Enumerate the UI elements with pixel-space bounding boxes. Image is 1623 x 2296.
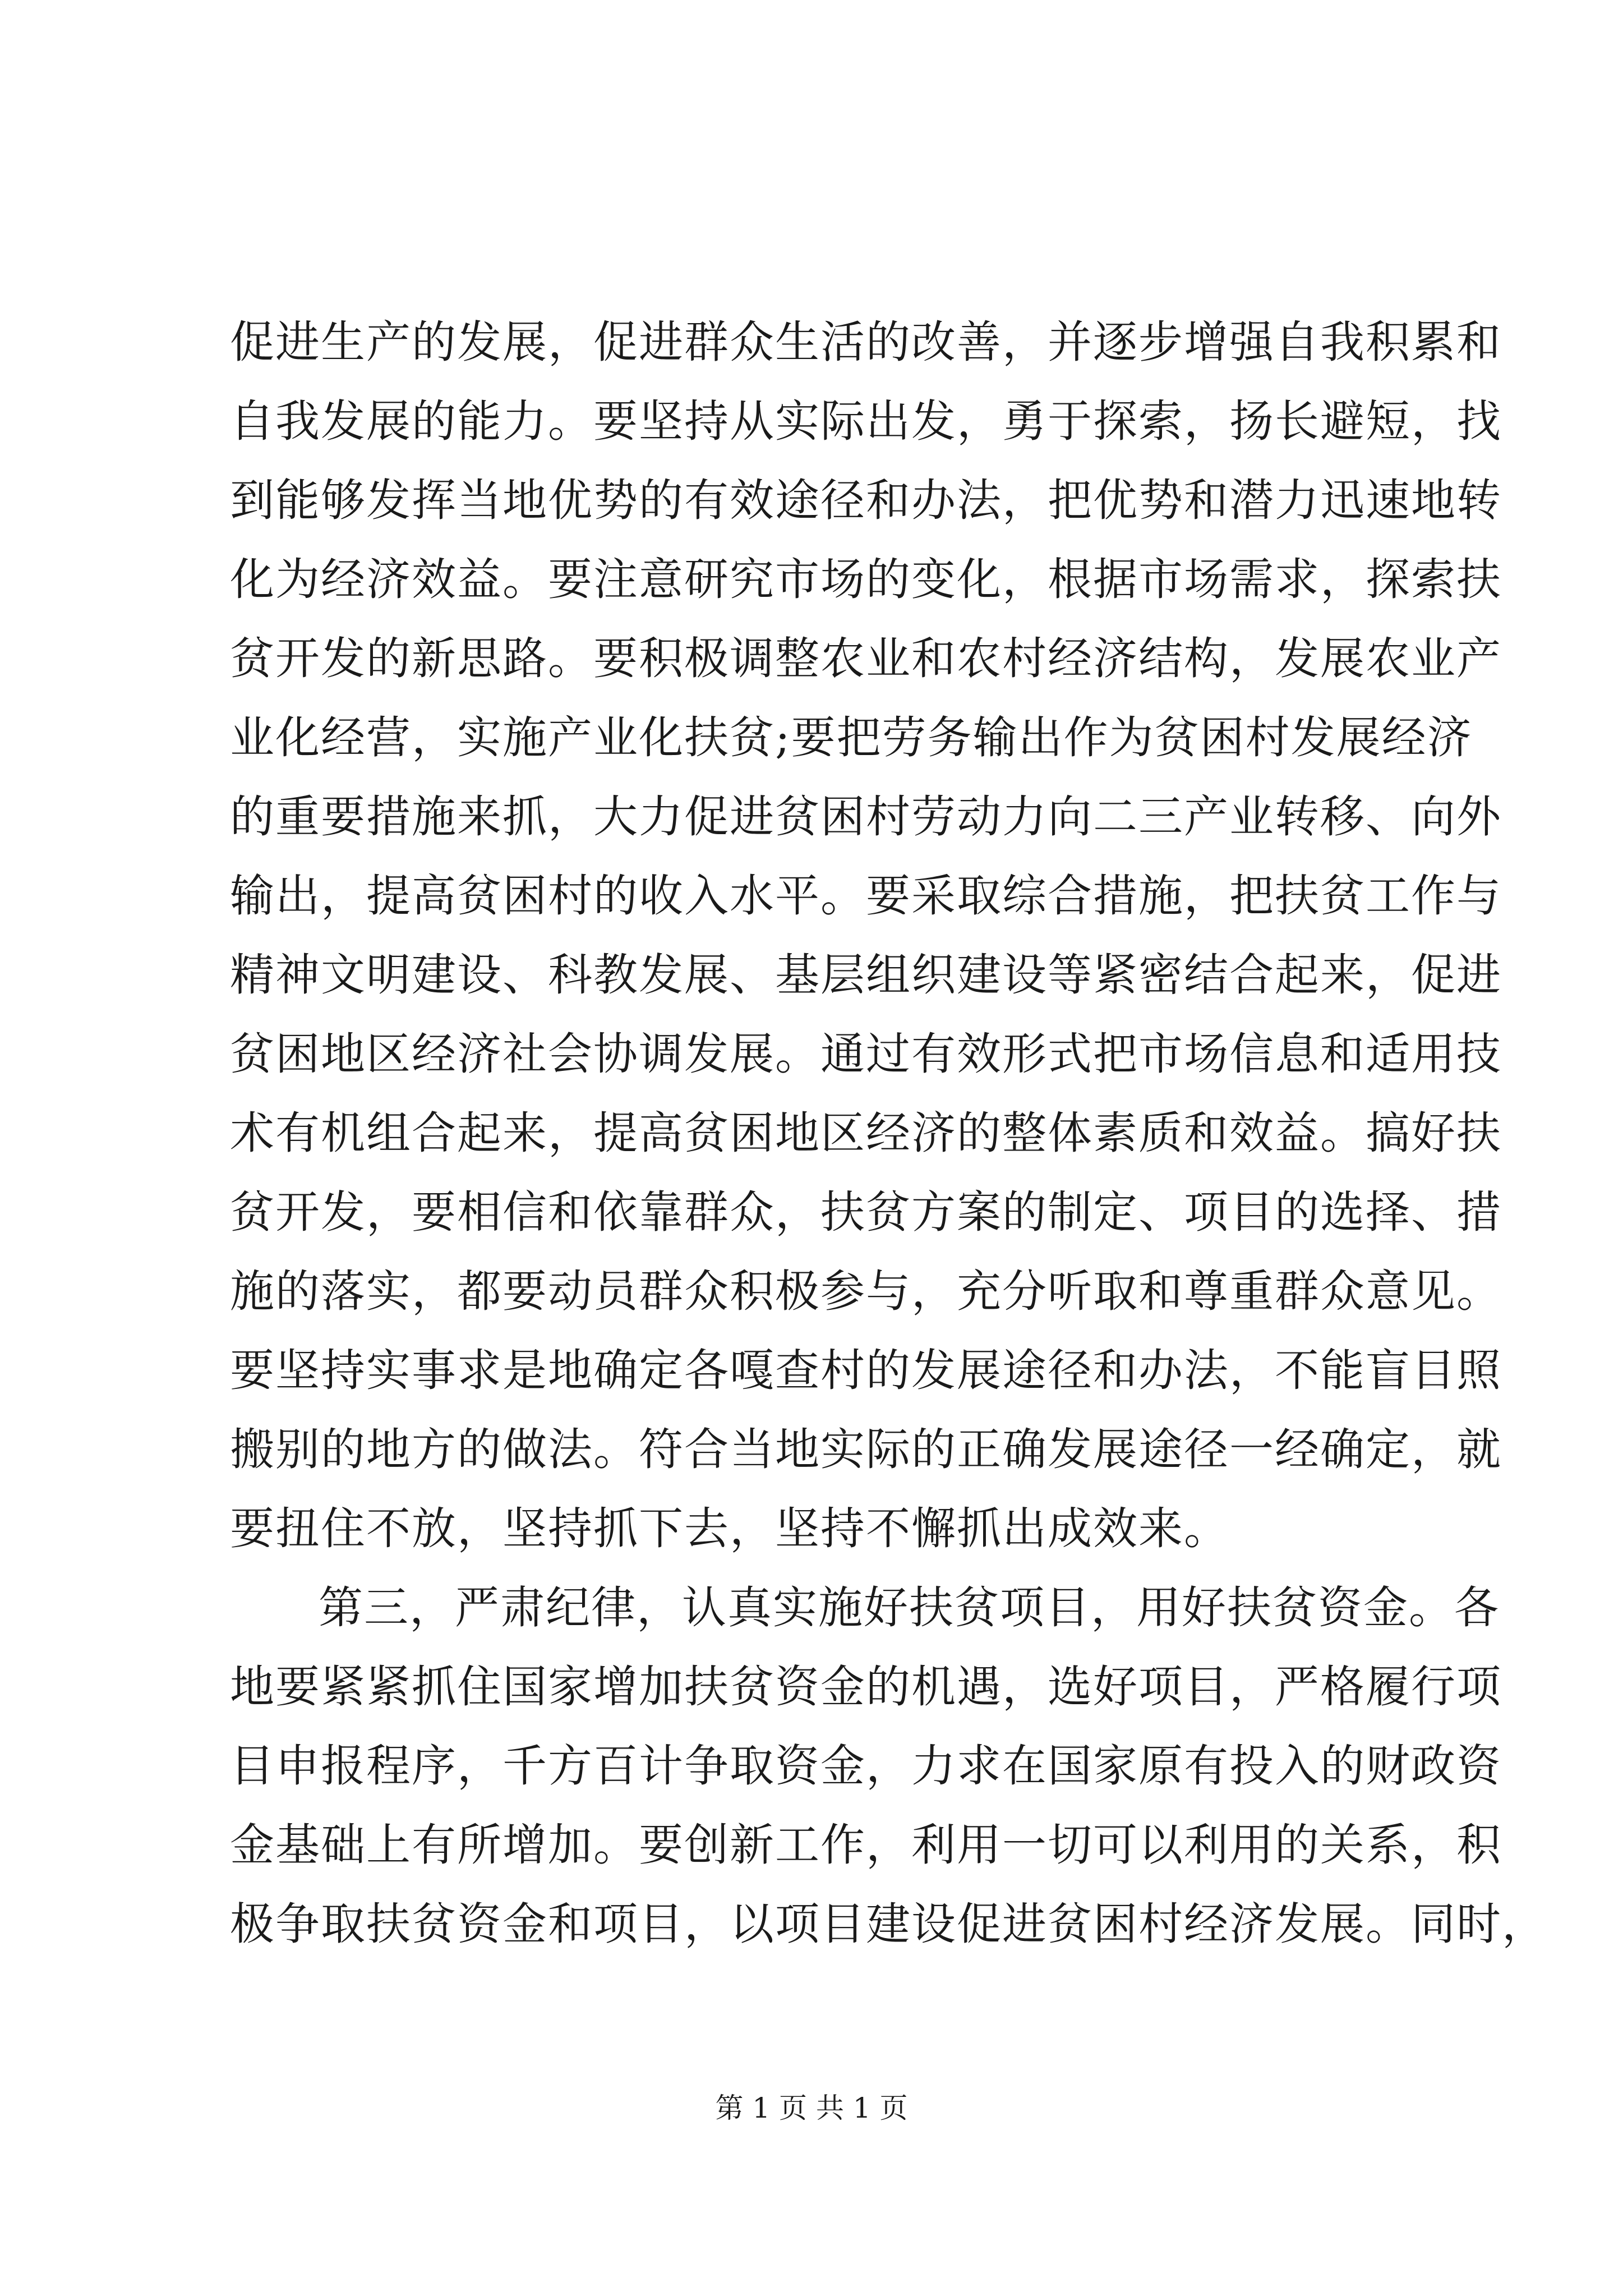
text-line: 术有机组合起来，提高贫困地区经济的整体素质和效益。搞好扶 [230,1107,1502,1159]
text-line-paragraph-end: 要扭住不放，坚持抓下去，坚持不懈抓出成效来。 [230,1503,1229,1554]
text-line: 搬别的地方的做法。符合当地实际的正确发展途径一经确定，就 [230,1424,1502,1475]
page-number: 第 1 页 共 1 页 [715,2092,908,2124]
text-line: 金基础上有所增加。要创新工作，利用一切可以利用的关系，积 [230,1819,1502,1871]
page-footer [0,2086,1623,2126]
text-line: 的重要措施来抓，大力促进贫困村劳动力向二三产业转移、向外 [230,791,1502,843]
text-line: 贫开发，要相信和依靠群众，扶贫方案的制定、项目的选择、措 [230,1186,1502,1238]
text-line: 到能够发挥当地优势的有效途径和办法，把优势和潜力迅速地转 [230,475,1502,526]
text-line: 精神文明建设、科教发展、基层组织建设等紧密结合起来，促进 [230,949,1502,1001]
text-line: 贫困地区经济社会协调发展。通过有效形式把市场信息和适用技 [230,1028,1502,1080]
text-line: 自我发展的能力。要坚持从实际出发，勇于探索，扬长避短，找 [230,395,1502,447]
text-line: 业化经营，实施产业化扶贫;要把劳务输出作为贫困村发展经济 [230,712,1473,763]
text-line: 贫开发的新思路。要积极调整农业和农村经济结构，发展农业产 [230,633,1502,684]
text-line: 输出，提高贫困村的收入水平。要采取综合措施，把扶贫工作与 [230,870,1502,922]
text-line-paragraph-start: 第三，严肃纪律，认真实施好扶贫项目，用好扶贫资金。各 [319,1582,1500,1634]
text-line: 化为经济效益。要注意研究市场的变化，根据市场需求，探索扶 [230,554,1502,605]
text-line: 地要紧紧抓住国家增加扶贫资金的机遇，选好项目，严格履行项 [230,1661,1502,1713]
body-text [230,303,1547,1964]
text-line: 目申报程序，千方百计争取资金，力求在国家原有投入的财政资 [230,1740,1502,1792]
text-line: 促进生产的发展，促进群众生活的改善，并逐步增强自我积累和 [230,316,1502,368]
text-line: 要坚持实事求是地确定各嘎查村的发展途径和办法，不能盲目照 [230,1345,1502,1396]
text-line: 极争取扶贫资金和项目，以项目建设促进贫困村经济发展。同时， [230,1898,1547,1950]
text-line: 施的落实，都要动员群众积极参与，充分听取和尊重群众意见。 [230,1266,1502,1317]
